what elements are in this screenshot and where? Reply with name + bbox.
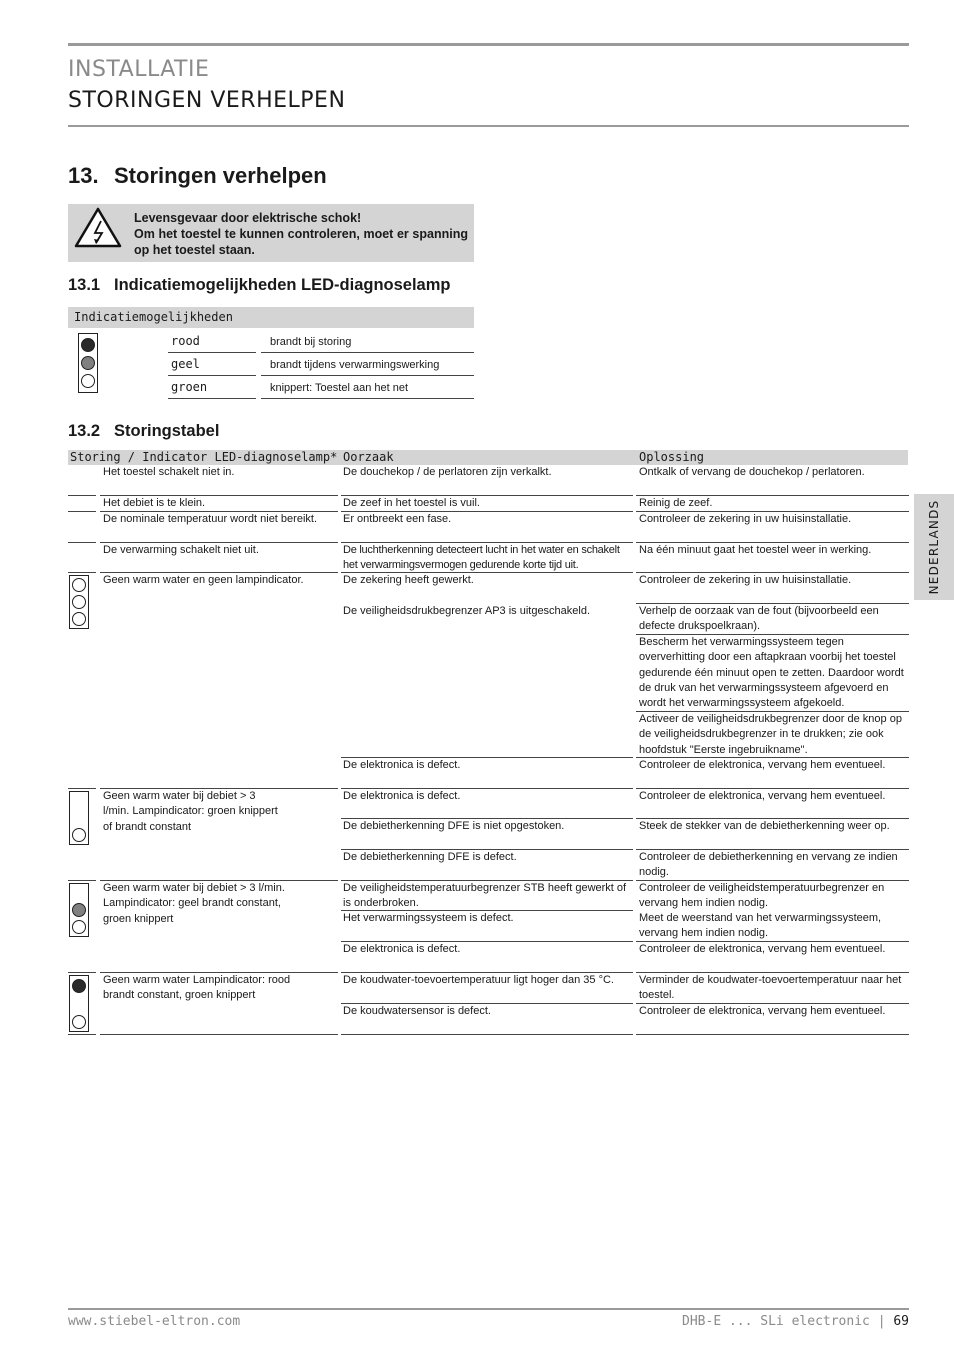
fault-oorzaak: De debietherkenning DFE is niet opgestoken. — [343, 820, 565, 832]
top-rule — [68, 43, 909, 46]
row-divider — [341, 1034, 633, 1035]
led-green-off-icon — [72, 612, 86, 626]
fault-oplossing: Reinig de zeef. — [639, 497, 713, 509]
row-divider — [68, 1034, 96, 1035]
row-divider — [261, 398, 474, 399]
fault-oplossing: Controleer de elektronica, vervang hem eventueel. — [639, 1005, 886, 1017]
led-meaning-green: knippert: Toestel aan het net — [270, 382, 409, 394]
fault-oplossing: Controleer de zekering in uw huisinstallatie. — [639, 574, 852, 586]
row-divider — [68, 542, 96, 543]
fault-oplossing: Controleer de elektronica, vervang hem eventueel. — [639, 759, 886, 771]
fault-storing: Geen warm water Lampindicator: rood brandt constant, groen knippert — [103, 974, 291, 1002]
column-header-oorzaak: Oorzaak — [343, 450, 394, 464]
led-yellow-off-icon — [72, 595, 86, 609]
fault-oplossing: Controleer de elektronica, vervang hem eventueel. — [639, 790, 886, 802]
fault-oorzaak: Er ontbreekt een fase. — [343, 513, 452, 525]
warning-title: Levensgevaar door elektrische schok! — [134, 211, 362, 225]
indication-table-header-label: Indicatiemogelijkheden — [74, 310, 233, 324]
fault-oplossing: Ontkalk of vervang de douchekop / perlatoren. — [639, 466, 865, 478]
fault-oplossing: Steek de stekker van de debietherkenning weer op. — [639, 820, 890, 832]
footer-separator: | — [877, 1314, 886, 1329]
language-tab-label: NEDERLANDS — [927, 499, 941, 595]
page-title: STORINGEN VERHELPEN — [68, 88, 346, 113]
led-green-icon — [81, 374, 95, 388]
fault-storing: De nominale temperatuur wordt niet bereikt. — [103, 513, 317, 525]
section-title: Indicatiemogelijkheden LED-diagnoselamp — [114, 276, 451, 294]
fault-oplossing: Na één minuut gaat het toestel weer in werking. — [639, 544, 872, 556]
chapter-number: 13. — [68, 163, 99, 188]
row-divider — [261, 375, 474, 376]
fault-oorzaak: De douchekop / de perlatoren zijn verkalkt. — [343, 466, 552, 478]
fault-storing: Het toestel schakelt niet in. — [103, 466, 235, 478]
row-divider — [636, 1034, 909, 1035]
fault-oplossing: Meet de weerstand van het verwarmingssysteem, vervang hem indien nodig. — [639, 912, 882, 940]
fault-oorzaak: De veiligheidsdrukbegrenzer AP3 is uitgeschakeld. — [343, 605, 591, 617]
fault-oplossing: Verhelp de oorzaak van de fout (bijvoorbeeld een defecte drukspoelkraan). — [639, 605, 879, 633]
column-header-storing: Storing / Indicator LED-diagnoselamp* — [70, 450, 338, 464]
fault-oorzaak: De zeef in het toestel is vuil. — [343, 497, 480, 509]
column-header-oplossing: Oplossing — [639, 450, 705, 464]
row-divider — [168, 398, 256, 399]
fault-oorzaak: De koudwater-toevoertemperatuur ligt hoger dan 35 °C. — [343, 974, 614, 986]
led-color-red: rood — [171, 334, 200, 348]
led-color-green: groen — [171, 380, 208, 394]
warning-text — [134, 210, 468, 258]
led-red-off-icon — [72, 578, 86, 592]
fault-oplossing: Bescherm het verwarmingssysteem tegen oververhitting door een aftapkraan voorbij het toestel gedurende één minuut open te zetten. Daardoor wordt de druk van het verwarmingssysteem afgevoerd en wordt het verwarmingssysteem afgekoeld. — [639, 636, 904, 710]
fault-oorzaak: De debietherkenning DFE is defect. — [343, 851, 517, 863]
fault-oplossing: Activeer de veiligheidsdrukbegrenzer door de knop op de veiligheidsdrukbegrenzer in te drukken; zie ook hoofdstuk "Eerste ingebruikname". — [639, 713, 902, 756]
led-color-yellow: geel — [171, 357, 200, 371]
row-divider — [68, 880, 96, 881]
section-heading-13-1 — [68, 276, 450, 295]
fault-storing: Geen warm water bij debiet > 3 l/min. Lampindicator: geel brandt constant, groen knippert — [103, 882, 285, 925]
row-divider — [68, 572, 96, 573]
row-divider — [68, 511, 96, 512]
led-green-off-icon — [72, 828, 86, 842]
footer-product-page — [682, 1314, 909, 1329]
header-rule — [68, 125, 909, 127]
led-diagnostic-lamp — [78, 333, 98, 393]
fault-storing: Geen warm water en geen lampindicator. — [103, 574, 304, 586]
fault-oplossing: Controleer de elektronica, vervang hem eventueel. — [639, 943, 886, 955]
section-number: 13.2 — [68, 422, 101, 440]
section-number: 13.1 — [68, 276, 101, 294]
fault-oplossing: Controleer de zekering in uw huisinstallatie. — [639, 513, 852, 525]
warning-body: Om het toestel te kunnen controleren, moet er spanning op het toestel staan. — [134, 227, 468, 257]
fault-oplossing: Controleer de debietherkenning en vervang ze indien nodig. — [639, 851, 898, 879]
electric-shock-warning-icon — [74, 206, 122, 248]
led-red-icon — [81, 338, 95, 352]
fault-oorzaak: De veiligheidstemperatuurbegrenzer STB heeft gewerkt of is onderbroken. — [343, 882, 627, 910]
led-green-off-icon — [72, 1015, 86, 1029]
fault-oorzaak: De elektronica is defect. — [343, 943, 461, 955]
led-meaning-yellow: brandt tijdens verwarmingswerking — [270, 359, 440, 371]
row-divider — [261, 352, 474, 353]
fault-oorzaak: De zekering heeft gewerkt. — [343, 574, 474, 586]
led-yellow-on-icon — [72, 903, 86, 917]
fault-oorzaak: De luchtherkenning detecteert lucht in het water en schakelt het verwarmingsvermogen gedurende korte tijd uit. — [343, 544, 620, 572]
row-divider — [100, 1034, 338, 1035]
fault-oorzaak: De elektronica is defect. — [343, 790, 461, 802]
row-divider — [68, 495, 96, 496]
led-diagnostic-lamp — [69, 575, 89, 629]
fault-oorzaak: De koudwatersensor is defect. — [343, 1005, 491, 1017]
led-diagnostic-lamp — [69, 883, 89, 937]
section-heading-13-2 — [68, 422, 219, 441]
fault-storing: Geen warm water bij debiet > 3 l/min. Lampindicator: groen knippert of brandt constant — [103, 790, 278, 833]
section-label: INSTALLATIE — [68, 57, 210, 82]
fault-storing: Het debiet is te klein. — [103, 497, 206, 509]
chapter-heading — [68, 163, 327, 189]
led-diagnostic-lamp — [69, 791, 89, 845]
row-divider — [168, 352, 256, 353]
row-divider — [68, 788, 96, 789]
footer-url: www.stiebel-eltron.com — [68, 1314, 241, 1329]
led-diagnostic-lamp — [69, 975, 89, 1032]
footer-rule — [68, 1308, 909, 1310]
led-yellow-icon — [81, 356, 95, 370]
row-divider — [168, 375, 256, 376]
fault-oorzaak: De elektronica is defect. — [343, 759, 461, 771]
led-red-on-icon — [72, 979, 86, 993]
led-meaning-red: brandt bij storing — [270, 336, 352, 348]
chapter-title: Storingen verhelpen — [114, 163, 327, 188]
fault-oplossing: Verminder de koudwater-toevoertemperatuur naar het toestel. — [639, 974, 902, 1002]
fault-oplossing: Controleer de veiligheidstemperatuurbegrenzer en vervang hem indien nodig. — [639, 882, 885, 910]
fault-oorzaak: Het verwarmingssysteem is defect. — [343, 912, 514, 924]
page-number: 69 — [893, 1314, 909, 1329]
fault-storing: De verwarming schakelt niet uit. — [103, 544, 259, 556]
footer-product: DHB-E ... SLi electronic — [682, 1314, 870, 1329]
section-title: Storingstabel — [114, 422, 220, 440]
row-divider — [68, 972, 96, 973]
led-green-off-icon — [72, 920, 86, 934]
